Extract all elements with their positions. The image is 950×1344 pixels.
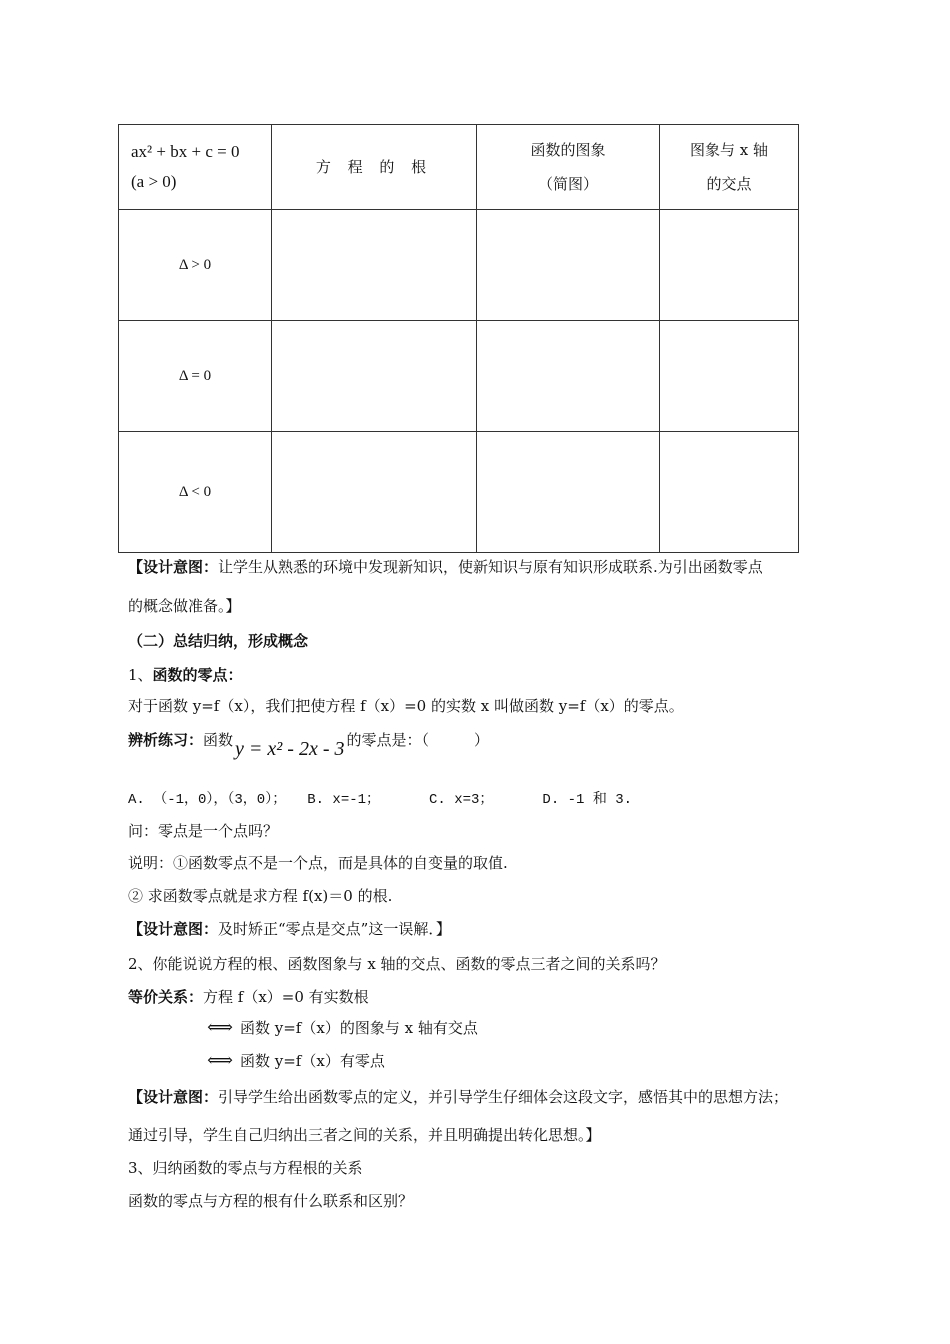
design-intent-label: 【设计意图： [128,558,219,576]
empty-cell [272,432,477,553]
empty-cell [660,210,799,321]
design-intent-text: 让学生从熟悉的环境中发现新知识，使新知识与原有知识形成联系.为引出函数零点 [218,558,763,576]
question: 问：零点是一个点吗？ [128,822,279,840]
design-intent-label: 【设计意图： [128,1088,219,1106]
item-3: 3、归纳函数的零点与方程根的关系 [128,1159,363,1177]
item-1-number: 1、 [128,666,153,684]
item-2: 2、你能说说方程的根、函数图象与 x 轴的交点、函数的零点三者之间的关系吗？ [128,955,666,973]
equivalence-line-3 [200,1050,385,1071]
equivalence-statement-2: 函数 y=f（x）的图象与 x 轴有交点 [240,1019,478,1037]
exercise [128,728,489,760]
equivalence-relation [128,986,369,1007]
explanation-1: 说明：①函数零点不是一个点，而是具体的自变量的取值. [128,854,508,872]
header-graph-line2: （简图） [537,175,598,193]
empty-cell [660,321,799,432]
row-label: Δ = 0 [119,321,272,432]
equation-line1: ax² + bx + c = 0 [131,142,240,161]
header-graph-cell [477,125,660,210]
section-heading: （二）总结归纳，形成概念 [128,632,309,650]
header-graph-line1: 函数的图象 [530,141,606,159]
empty-cell [272,210,477,321]
equivalence-line-2 [200,1017,478,1038]
table-header-row [119,125,799,210]
item-3-question: 函数的零点与方程的根有什么联系和区别？ [128,1192,414,1210]
discriminant-table [118,124,799,553]
design-intent-text: 引导学生给出函数零点的定义，并引导学生仔细体会这段文字，感悟其中的思想方法； [218,1088,789,1106]
design-intent-3 [128,1086,788,1107]
double-arrow-icon: ⟺ [207,1050,233,1071]
design-intent-1-cont: 的概念做准备。】 [128,597,241,615]
design-intent-1 [128,556,763,577]
header-intersection-cell [660,125,799,210]
row-label: Δ < 0 [119,432,272,553]
row-label: Δ > 0 [119,210,272,321]
header-intersection-line2: 的交点 [706,175,752,193]
equation-line2: (a > 0) [131,172,177,191]
double-arrow-icon: ⟺ [207,1017,233,1038]
equivalence-statement-1: 方程 f（x）=0 有实数根 [203,988,369,1006]
design-intent-text: 及时矫正“零点是交点”这一误解．】 [218,920,451,938]
design-intent-3-cont: 通过引导，学生自己归纳出三者之间的关系，并且明确提出转化思想。】 [128,1126,601,1144]
table-row [119,321,799,432]
equivalence-statement-3: 函数 y=f（x）有零点 [240,1052,385,1070]
item-1-title: 函数的零点： [152,666,243,684]
exercise-label: 辨析练习： [128,731,204,749]
empty-cell [477,321,660,432]
header-intersection-line1: 图象与 x 轴 [690,141,768,159]
exercise-pre: 函数 [203,731,234,749]
design-intent-2 [128,918,451,939]
item-1-heading [128,664,243,685]
empty-cell [272,321,477,432]
exercise-options: A. （-1，0），（3，0）； B. x=-1； C. x=3； D. -1 和 3. [128,792,633,808]
header-equation-cell [119,125,272,210]
header-roots-label: 方 程 的 根 [315,158,433,176]
empty-cell [477,432,660,553]
table-row [119,210,799,321]
exercise-post: 的零点是：（ ） [346,731,489,749]
empty-cell [660,432,799,553]
table-row [119,432,799,553]
exercise-function: y = x² - 2x - 3 [235,738,345,760]
zero-definition: 对于函数 y=f（x），我们把使方程 f（x）=0 的实数 x 叫做函数 y=f（x）的零点。 [128,697,684,715]
empty-cell [477,210,660,321]
header-roots-cell [272,125,477,210]
equivalence-label: 等价关系： [128,988,204,1006]
design-intent-label: 【设计意图： [128,920,219,938]
explanation-2: ② 求函数零点就是求方程 f(x)＝0 的根. [128,887,393,905]
